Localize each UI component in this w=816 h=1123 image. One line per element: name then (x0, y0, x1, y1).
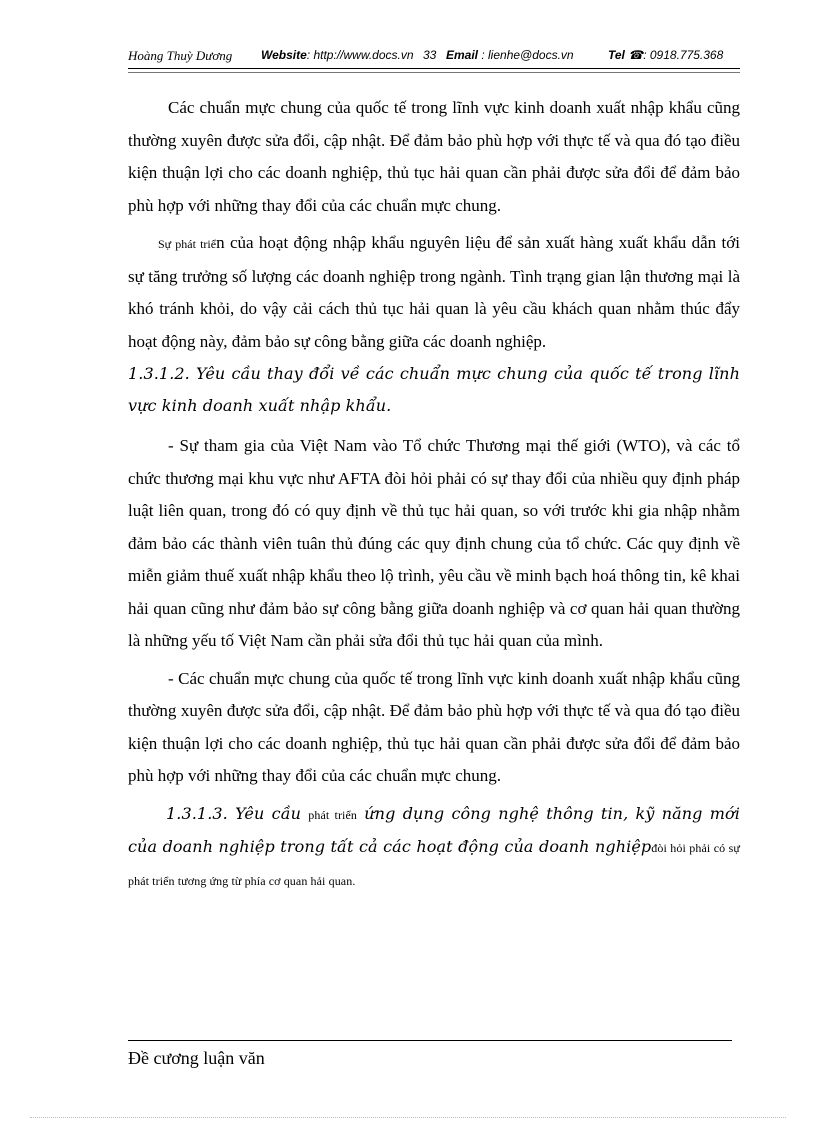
header-tel-label: Tel (608, 48, 625, 62)
page-body (128, 92, 740, 897)
header-tel (608, 48, 723, 62)
page-header (128, 46, 740, 66)
heading-2-small-1: phát triển (308, 807, 358, 822)
section-heading-1-3-1-2: 1.3.1.2. Yêu cầu thay đổi về các chuẩn mực chung của quốc tế trong lĩnh vực kinh doanh xuất nhập khẩu. (128, 364, 740, 415)
paragraph-2 (128, 227, 740, 358)
heading-2-small-2: đòi hỏi phải có sự phát triển tương ứng từ phía cơ quan hải quan. (128, 840, 740, 888)
header-email (446, 48, 574, 62)
paragraph-4: - Các chuẩn mực chung của quốc tế trong lĩnh vực kinh doanh xuất nhập khẩu cũng thường xuyên được sửa đổi, cập nhật. Để đảm bảo phù hợp với thực tế và qua đó tạo điều kiện thuận lợi cho các doanh nghiệp, thủ tục hải quan cần phải được sửa đổi để đảm bảo phù hợp với những thay đổi của các chuẩn mực chung. (128, 668, 740, 785)
header-rule (128, 68, 740, 69)
page-number: 33 (423, 48, 437, 62)
header-tel-value: : 0918.775.368 (643, 48, 724, 62)
page-bottom-border (30, 1117, 786, 1118)
paragraph-2-text: n của hoạt động nhập khẩu nguyên liệu để sản xuất hàng xuất khẩu dẫn tới sự tăng trưởng số lượng các doanh nghiệp trong ngành. Tình trạng gian lận thương mại là khó tránh khỏi, do vậy cải cách thủ tục hải quan là yêu cầu khách quan nhằm thúc đẩy hoạt động này, đảm bảo sự công bằng giữa các doanh nghiệp. (128, 233, 740, 351)
footer-rule (128, 1040, 732, 1041)
heading-2-part-a: 1.3.1.3. Yêu cầu (166, 803, 309, 823)
phone-icon: ☎ (628, 48, 644, 62)
footer-title: Đề cương luận văn (128, 1048, 265, 1068)
header-website-label: Website (261, 48, 307, 62)
paragraph-3: - Sự tham gia của Việt Nam vào Tổ chức Thương mại thế giới (WTO), và các tổ chức thương mại khu vực như AFTA đòi hỏi phải có sự thay đổi của nhiều quy định pháp luật liên quan, trong đó có quy định về thủ tục hải quan, so với trước khi gia nhập nhằm đảm bảo các thành viên tuân thủ đúng các quy định chung của tổ chức. Các quy định về miễn giảm thuế xuất nhập khẩu theo lộ trình, yêu cầu về minh bạch hoá thông tin, kê khai hải quan cũng như đảm bảo sự công bằng giữa doanh nghiệp và cơ quan hải quan thường là những yếu tố Việt Nam cần phải sửa đổi thủ tục hải quan của mình. (128, 436, 740, 650)
header-email-value: : lienhe@docs.vn (478, 48, 574, 62)
header-website-value: : http://www.docs.vn (306, 48, 414, 62)
header-website (261, 48, 414, 62)
section-heading-1-3-1-3 (128, 798, 740, 897)
heading-2-part-b: ứng dụng công nghệ thông tin, kỹ năng mới của doanh nghiệp trong tất cả các hoạt động của doanh nghiệp (128, 803, 740, 856)
header-email-label: Email (446, 48, 479, 62)
header-author: Hoàng Thuỳ Dương (128, 48, 233, 63)
header-rule-thin (128, 72, 740, 73)
paragraph-1: Các chuẩn mực chung của quốc tế trong lĩnh vực kinh doanh xuất nhập khẩu cũng thường xuyên được sửa đổi, cập nhật. Để đảm bảo phù hợp với thực tế và qua đó tạo điều kiện thuận lợi cho các doanh nghiệp, thủ tục hải quan cần phải được sửa đổi để đảm bảo phù hợp với những thay đổi của các chuẩn mực chung. (128, 98, 740, 215)
paragraph-2-small-prefix: Sự phát triể (158, 237, 217, 251)
